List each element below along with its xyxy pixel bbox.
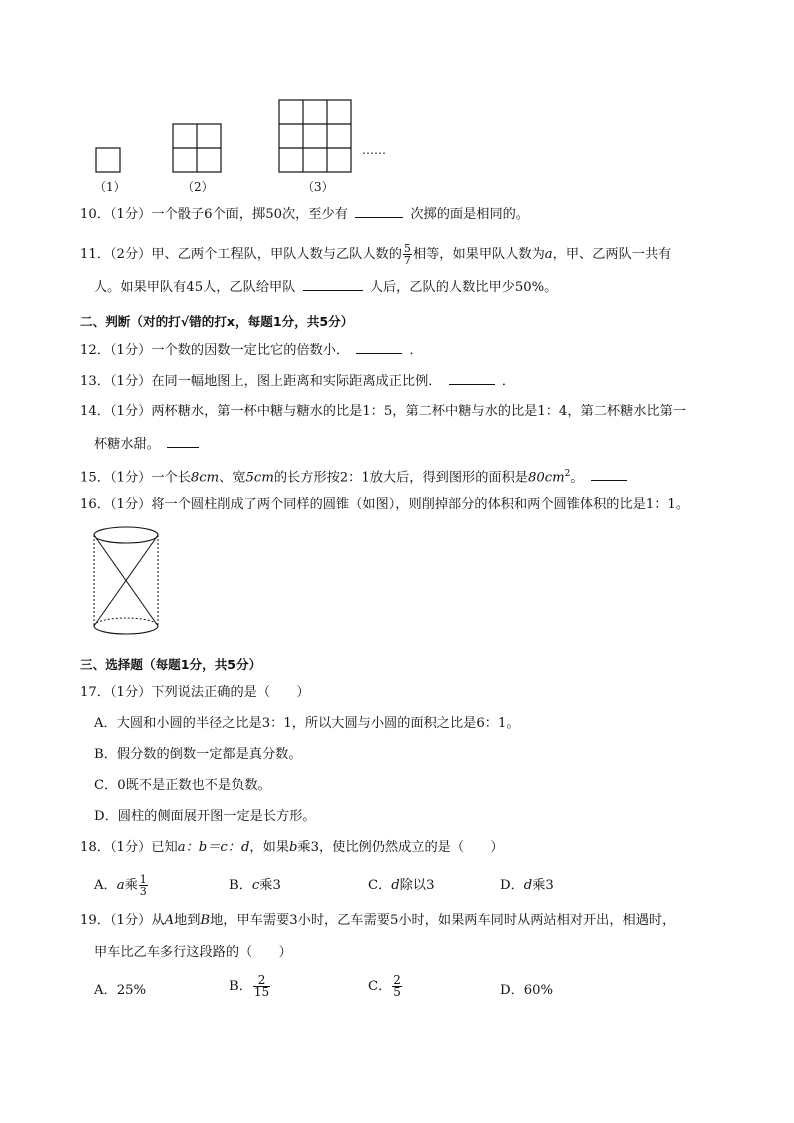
- q18-option-d[interactable]: [500, 877, 554, 895]
- q18-text-2: ，如果: [249, 840, 289, 855]
- q11-text-b: 相等，如果甲队人数为: [412, 247, 545, 262]
- q18-number: 18．: [80, 840, 110, 855]
- square-1x1: [96, 148, 120, 172]
- q13-answer-blank[interactable]: [449, 372, 495, 385]
- q17-number: 17．: [80, 685, 110, 700]
- q18-text-1: 已知: [151, 840, 178, 855]
- q15-text-4: 。: [570, 470, 584, 486]
- q19-option-b-letter: B．: [229, 979, 252, 994]
- q12-score: （1分）: [109, 343, 152, 358]
- q19-option-c-letter: C．: [368, 979, 392, 994]
- q18-option-b-text: 乘3: [259, 878, 281, 893]
- section-2-heading: 二、判断（对的打√错的打x，每题1分，共5分）: [80, 314, 354, 329]
- q19-option-c[interactable]: [368, 975, 403, 998]
- q16-score: （1分）: [109, 497, 152, 512]
- q19-option-b-fraction: $\frac{2}{15}$: [253, 973, 270, 999]
- q18-score: （1分）: [109, 840, 152, 855]
- q18-option-a-var: a: [116, 878, 125, 893]
- q18-option-c[interactable]: [368, 877, 435, 895]
- q13-end: ．: [501, 374, 516, 389]
- q18-option-a-text: 乘: [124, 878, 138, 893]
- q19-var-b: B: [200, 913, 211, 928]
- q18-option-c-var: d: [391, 878, 400, 893]
- q15-number: 15．: [80, 470, 110, 486]
- q16-text: 将一个圆柱削成了两个同样的圆锥（如图），则削掉部分的体积和两个圆锥体积的比是1：1。: [151, 497, 690, 512]
- q15-text-2: 、宽: [219, 470, 246, 486]
- square-3x3: [279, 100, 351, 172]
- q10-text-a: 一个骰子6个面，掷50次，至少有: [151, 207, 348, 222]
- q12-text: 一个数的因数一定比它的倍数小．: [151, 343, 350, 358]
- q18-option-b-var: c: [251, 878, 260, 893]
- q16-number: 16．: [80, 497, 110, 512]
- q17-score: （1分）: [109, 685, 152, 700]
- q12-answer-blank[interactable]: [356, 341, 402, 354]
- q19-option-a[interactable]: A．25%: [94, 983, 147, 998]
- q15-length: 8cm: [190, 470, 220, 486]
- figure-label-3: （3）: [302, 180, 334, 194]
- cylinder-cones-figure: [88, 524, 168, 640]
- q18-expression: a：b＝c：d: [177, 840, 250, 855]
- q15-score: （1分）: [109, 470, 152, 486]
- q15-width: 5cm: [245, 470, 274, 486]
- question-14-line2: [94, 435, 202, 454]
- q18-option-c-letter: C．: [368, 878, 392, 893]
- figure-ellipsis: ……: [362, 143, 386, 157]
- q17-option-b[interactable]: B．假分数的倒数一定都是真分数。: [94, 747, 302, 762]
- question-16: [80, 496, 689, 514]
- q18-var-b: b: [288, 840, 298, 855]
- q15-text-3: 的长方形按2：1放大后，得到图形的面积是: [273, 470, 528, 486]
- q18-text-3: 乘3，使比例仍然成立的是（ ）: [297, 840, 504, 855]
- q19-text-1: 从: [151, 913, 165, 928]
- figure-label-2: （2）: [182, 180, 214, 194]
- q19-score: （1分）: [109, 913, 152, 928]
- square-pattern-figures: [0, 0, 794, 200]
- q18-option-d-letter: D．: [500, 878, 524, 893]
- q10-text-b: 次掷的面是相同的。: [410, 207, 530, 222]
- q12-number: 12．: [80, 343, 110, 358]
- question-18: [80, 839, 504, 857]
- question-15: [80, 465, 630, 487]
- q17-option-a[interactable]: A．大圆和小圆的半径之比是3：1，所以大圆与小圆的面积之比是6：1。: [94, 716, 520, 731]
- question-12: [80, 341, 423, 360]
- q15-area-exponent: 2: [564, 469, 571, 479]
- q11-line2-b: 人后，乙队的人数比甲少50%。: [369, 280, 558, 295]
- q13-number: 13．: [80, 374, 110, 389]
- q18-option-b-letter: B．: [229, 878, 252, 893]
- question-11-line2: [94, 278, 557, 297]
- q19-line2: 甲车比乙车多行这段路的（ ）: [94, 945, 292, 960]
- q11-var-a: a: [544, 247, 553, 262]
- q19-option-d[interactable]: D．60%: [500, 983, 554, 998]
- q17-option-d[interactable]: D．圆柱的侧面展开图一定是长方形。: [94, 809, 316, 824]
- q18-option-b[interactable]: [229, 877, 281, 895]
- q18-option-c-text: 除以3: [399, 878, 435, 893]
- square-2x2: [173, 124, 221, 172]
- q17-text: 下列说法正确的是（ ）: [151, 685, 310, 700]
- q13-score: （1分）: [109, 374, 152, 389]
- q19-option-b[interactable]: [229, 975, 271, 998]
- question-13: [80, 372, 515, 391]
- q10-number: 10．: [80, 207, 110, 222]
- q19-number: 19．: [80, 913, 110, 928]
- q12-end: ．: [409, 343, 423, 358]
- q18-option-d-var: d: [523, 878, 533, 893]
- q18-option-a-fraction: $\frac{1}{3}$: [139, 873, 147, 898]
- q17-option-c[interactable]: C．0既不是正数也不是负数。: [94, 778, 271, 793]
- section-3-heading: 三、选择题（每题1分，共5分）: [80, 657, 262, 672]
- q14-line2: 杯糖水甜。: [94, 437, 160, 452]
- q19-text-2: 地到: [174, 913, 201, 928]
- q18-option-a-letter: A．: [94, 878, 117, 893]
- q15-answer-blank[interactable]: [591, 468, 627, 481]
- q15-text-1: 一个长: [151, 470, 191, 486]
- q10-score: （1分）: [109, 207, 152, 222]
- question-14: [80, 403, 686, 421]
- question-10: [80, 205, 529, 224]
- q11-number: 11．: [80, 247, 110, 262]
- q11-fraction: $\frac{5}{7}$: [403, 242, 411, 267]
- q19-option-c-fraction: $\frac{2}{5}$: [393, 973, 401, 999]
- q11-score: （2分）: [109, 247, 152, 262]
- q11-text-a: 甲、乙两个工程队，甲队人数与乙队人数的: [151, 247, 402, 262]
- question-17: [80, 684, 310, 702]
- question-19: [80, 912, 675, 930]
- q15-area: 80cm: [527, 470, 565, 486]
- question-11: [80, 243, 671, 266]
- q10-answer-blank[interactable]: [355, 205, 403, 218]
- q11-line2-a: 人。如果甲队有45人，乙队给甲队: [94, 280, 296, 295]
- q19-var-a: A: [164, 913, 175, 928]
- q11-text-c: ，甲、乙两队一共有: [552, 247, 672, 262]
- q18-option-a[interactable]: [94, 874, 149, 897]
- figure-label-1: （1）: [94, 180, 126, 194]
- q14-answer-blank[interactable]: [167, 435, 199, 448]
- q13-text: 在同一幅地图上，图上距离和实际距离成正比例．: [151, 374, 442, 389]
- q18-option-d-text: 乘3: [532, 878, 554, 893]
- q14-number: 14．: [80, 404, 110, 419]
- q14-score: （1分）: [109, 404, 152, 419]
- q14-text: 两杯糖水，第一杯中糖与糖水的比是1：5，第二杯中糖与水的比是1：4，第二杯糖水比第一: [151, 404, 687, 419]
- q11-answer-blank[interactable]: [303, 278, 363, 291]
- q19-text-3: 地，甲车需要3小时，乙车需要5小时，如果两车同时从两站相对开出，相遇时，: [210, 913, 676, 928]
